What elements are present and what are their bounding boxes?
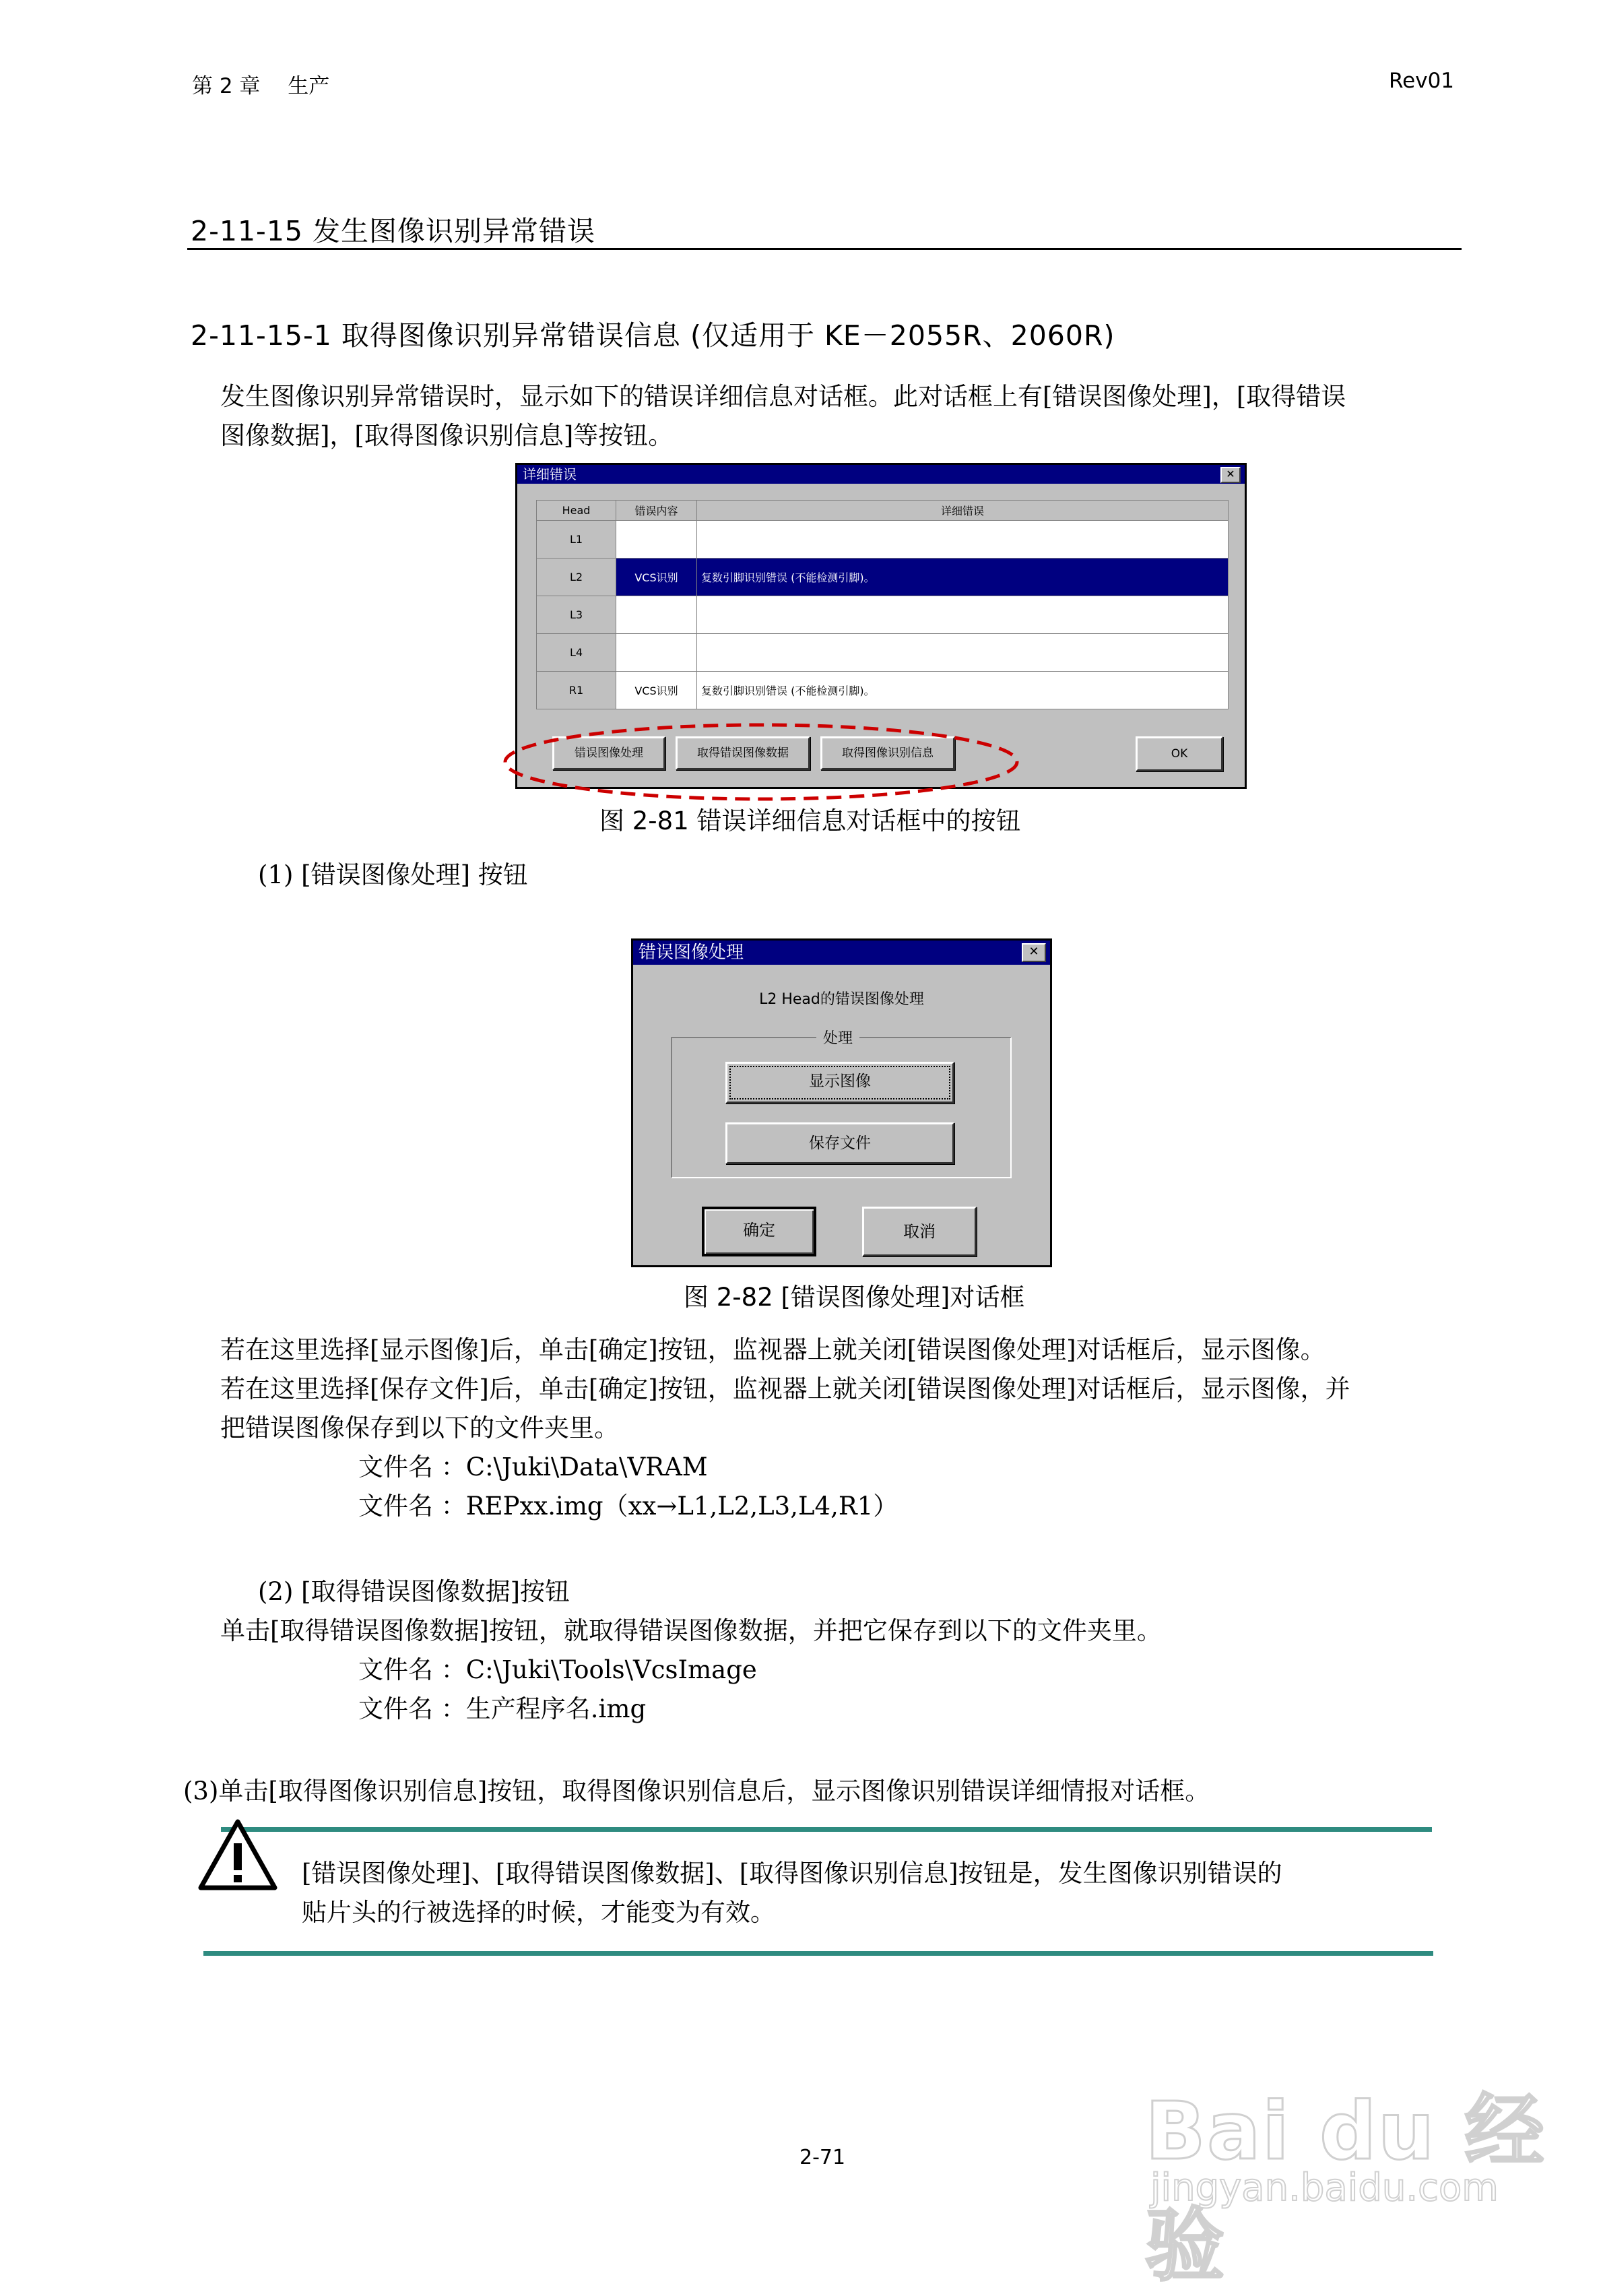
cancel-button[interactable]: 取消 bbox=[862, 1207, 977, 1256]
row-detail: 复数引脚识别错误 (不能检测引脚)。 bbox=[697, 559, 1229, 596]
row-head: L1 bbox=[537, 521, 616, 559]
row-content bbox=[616, 596, 697, 634]
figure-caption-82: 图 2-82 [错误图像处理]对话框 bbox=[684, 1283, 1025, 1312]
item-2-heading: (2) [取得错误图像数据]按钮 bbox=[258, 1577, 570, 1606]
groupbox-label: 处理 bbox=[816, 1027, 859, 1048]
row-head: L2 bbox=[537, 559, 616, 596]
figure-caption-81: 图 2-81 错误详细信息对话框中的按钮 bbox=[599, 806, 1021, 835]
table-row[interactable] bbox=[537, 596, 1229, 634]
table-row[interactable] bbox=[537, 521, 1229, 559]
item-1-heading: (1) [错误图像处理] 按钮 bbox=[258, 860, 528, 889]
item-3-text: (3)单击[取得图像识别信息]按钮，取得图像识别信息后，显示图像识别错误详细情报对话框。 bbox=[183, 1777, 1210, 1806]
highlight-ellipse bbox=[498, 720, 1024, 807]
confirm-button[interactable]: 确定 bbox=[702, 1207, 816, 1256]
intro-line-1: 发生图像识别异常错误时，显示如下的错误详细信息对话框。此对话框上有[错误图像处理]，[取得错误 bbox=[220, 382, 1346, 411]
table-row[interactable] bbox=[537, 672, 1229, 709]
save-file-button[interactable]: 保存文件 bbox=[725, 1122, 954, 1164]
row-detail bbox=[697, 634, 1229, 672]
para2-line-2: 若在这里选择[保存文件]后，单击[确定]按钮，监视器上就关闭[错误图像处理]对话框后，显示图像，并 bbox=[220, 1374, 1350, 1403]
subsection-title: 2-11-15-1 取得图像识别异常错误信息 (仅适用于 KE－2055R、2060R) bbox=[191, 319, 1115, 352]
file2-path: 文件名 ：C:\Juki\Tools\VcsImage bbox=[358, 1655, 757, 1684]
dialog-subtitle: L2 Head的错误图像处理 bbox=[759, 991, 924, 1008]
dialog-title: 详细错误 bbox=[517, 465, 1245, 484]
get-error-image-data-button[interactable]: 取得错误图像数据 bbox=[676, 736, 810, 770]
error-table bbox=[536, 500, 1229, 709]
row-content: VCS识别 bbox=[616, 559, 697, 596]
show-image-button[interactable]: 显示图像 bbox=[725, 1062, 954, 1104]
section-rule bbox=[187, 248, 1462, 250]
chapter-header: 第 2 章 生产 bbox=[192, 74, 330, 98]
row-head: R1 bbox=[537, 672, 616, 709]
file1-name: 文件名 ：REPxx.img（xx→L1,L2,L3,L4,R1） bbox=[358, 1492, 898, 1521]
dialog-title: 错误图像处理 bbox=[633, 940, 1050, 965]
note-line-1: [错误图像处理]、[取得错误图像数据]、[取得图像识别信息]按钮是，发生图像识别错误的 bbox=[302, 1859, 1282, 1888]
col-error-content: 错误内容 bbox=[616, 501, 697, 521]
note-top-bar bbox=[221, 1827, 1432, 1832]
file1-path: 文件名 ：C:\Juki\Data\VRAM bbox=[358, 1453, 708, 1481]
row-content bbox=[616, 521, 697, 559]
table-row[interactable] bbox=[537, 634, 1229, 672]
col-error-detail: 详细错误 bbox=[697, 501, 1229, 521]
row-detail bbox=[697, 521, 1229, 559]
close-icon[interactable]: ✕ bbox=[1022, 943, 1046, 962]
get-recognition-info-button[interactable]: 取得图像识别信息 bbox=[820, 736, 955, 770]
para2-line-3: 把错误图像保存到以下的文件夹里。 bbox=[220, 1413, 619, 1442]
row-content: VCS识别 bbox=[616, 672, 697, 709]
warning-icon bbox=[197, 1818, 279, 1892]
watermark-brand: Bai du 经验 bbox=[1145, 2084, 1546, 2292]
row-detail: 复数引脚识别错误 (不能检测引脚)。 bbox=[697, 672, 1229, 709]
row-head: L4 bbox=[537, 634, 616, 672]
table-row-selected[interactable] bbox=[537, 559, 1229, 596]
row-content bbox=[616, 634, 697, 672]
watermark-url: jingyan.baidu.com bbox=[1150, 2166, 1499, 2210]
error-image-process-button[interactable]: 错误图像处理 bbox=[552, 736, 665, 770]
error-image-process-dialog bbox=[631, 938, 1052, 1267]
row-detail bbox=[697, 596, 1229, 634]
intro-line-2: 图像数据]，[取得图像识别信息]等按钮。 bbox=[220, 421, 674, 450]
row-head: L3 bbox=[537, 596, 616, 634]
col-head: Head bbox=[537, 501, 616, 521]
para3: 单击[取得错误图像数据]按钮，就取得错误图像数据，并把它保存到以下的文件夹里。 bbox=[220, 1616, 1162, 1645]
ok-button[interactable]: OK bbox=[1136, 736, 1223, 771]
note-line-2: 贴片头的行被选择的时候，才能变为有效。 bbox=[302, 1898, 775, 1927]
note-bottom-bar bbox=[203, 1951, 1433, 1956]
close-icon[interactable]: ✕ bbox=[1220, 467, 1241, 483]
file2-name: 文件名 ：生产程序名.img bbox=[358, 1694, 647, 1723]
page-number: 2-71 bbox=[799, 2146, 846, 2169]
para2-line-1: 若在这里选择[显示图像]后，单击[确定]按钮，监视器上就关闭[错误图像处理]对话框后，显示图像。 bbox=[220, 1335, 1326, 1364]
section-title: 2-11-15 发生图像识别异常错误 bbox=[191, 215, 596, 247]
revision-label: Rev01 bbox=[1389, 69, 1455, 93]
